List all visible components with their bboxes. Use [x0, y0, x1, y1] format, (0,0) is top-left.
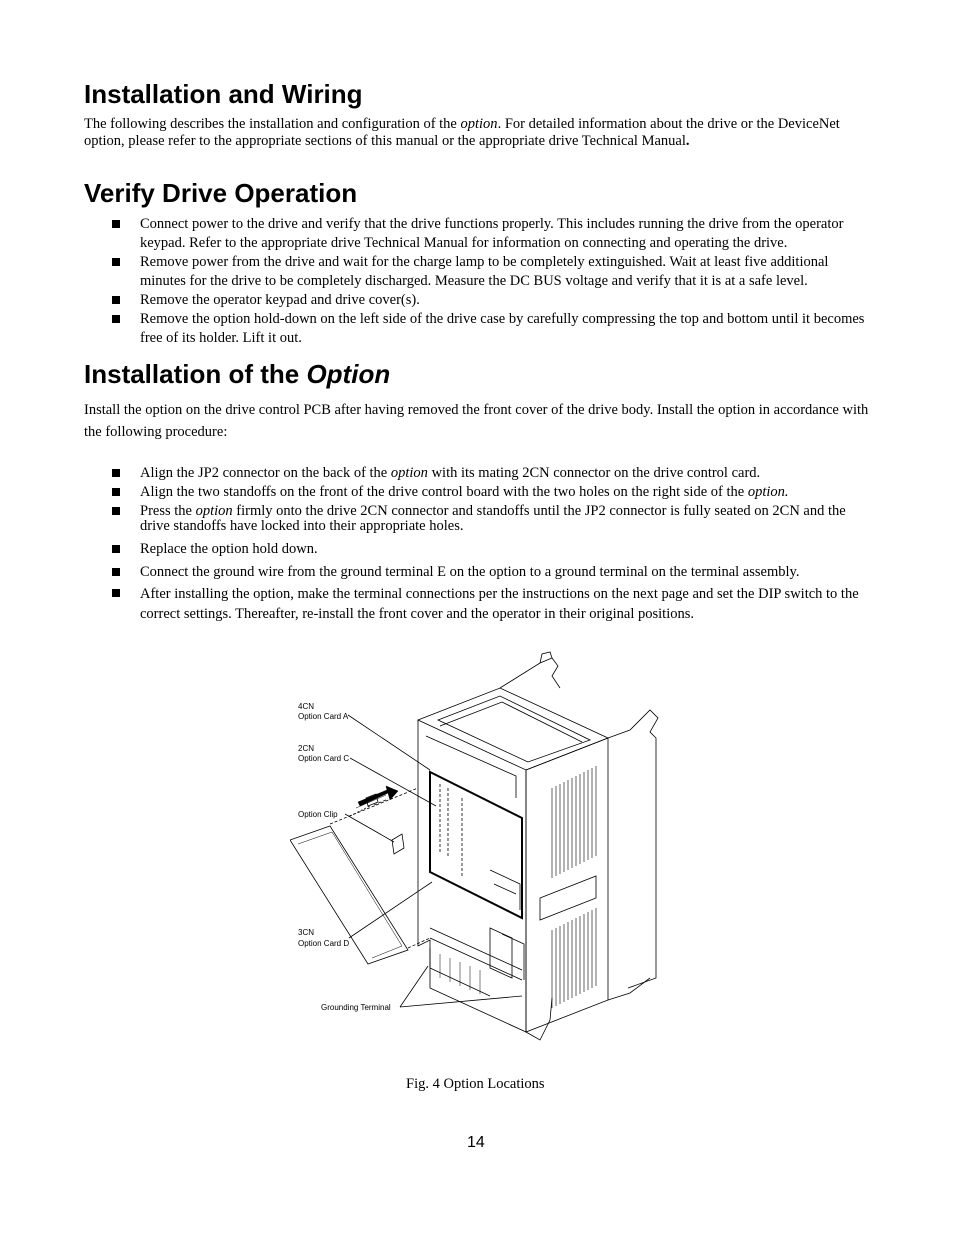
label-4cn: 4CN: [298, 702, 315, 711]
list-item-text: Connect the ground wire from the ground terminal E on the option to a ground terminal on the terminal assembly.: [140, 564, 800, 580]
square-bullet-icon: [112, 258, 120, 266]
list-item: [110, 584, 875, 624]
list-item: [110, 291, 875, 310]
list-item: [110, 563, 875, 582]
intro-text-3: . For detailed information about the drive or the DeviceNet option, please refer to the appropriate sections of this manual or the appropriate drive Technical Manual: [84, 116, 840, 149]
intro-text-1: The following describes the installation and configuration of the: [84, 116, 461, 132]
list-item: [110, 504, 875, 534]
drive-drawing: [290, 648, 670, 1048]
list-item-text: Align the JP2 connector on the back of the: [140, 465, 391, 481]
list-item-text: Remove power from the drive and wait for the charge lamp to be completely extinguished. Wait at least five additional minutes for the drive to be completely discharged. Measure the DC BUS voltage and verify that it is at a safe level.: [140, 254, 829, 289]
heading-verify-drive-operation: Verify Drive Operation: [84, 178, 358, 208]
label-option-card-c: Option Card C: [298, 754, 350, 763]
list-item: [110, 464, 875, 483]
list-item-text: After installing the option, make the terminal connections per the instructions on the next page and set the DIP switch to the correct settings. Thereafter, re-install the front cover and the operator in their original positions.: [140, 586, 859, 622]
label-3cn: 3CN: [298, 928, 315, 937]
figure-caption: Fig. 4 Option Locations: [406, 1076, 545, 1092]
list-item-text: Align the two standoffs on the front of the drive control board with the two holes on the right side of the: [140, 484, 748, 500]
list-item-text: Remove the option hold-down on the left side of the drive case by carefully compressing the top and bottom until it becomes free of its holder. Lift it out.: [140, 311, 865, 346]
verify-steps-list: [110, 215, 875, 348]
list-item: [110, 310, 875, 348]
page-number: 14: [467, 1134, 485, 1151]
option-locations-figure: [290, 648, 670, 1048]
install-option-intro: Install the option on the drive control PCB after having removed the front cover of the drive body. Install the option in accordance with the following procedure:: [84, 402, 869, 440]
list-item-text: with its mating 2CN connector on the drive control card.: [427, 465, 761, 481]
list-item: [110, 540, 875, 559]
list-item-text: Press the: [140, 503, 196, 519]
list-item: [110, 253, 875, 291]
label-option-clip: Option Clip: [298, 810, 338, 819]
list-item-italic: option.: [747, 484, 789, 500]
list-item-italic: option: [195, 503, 233, 519]
heading-plain-part: Installation of the: [84, 359, 307, 389]
heading-italic-part: Option: [306, 359, 391, 389]
install-steps-list: [110, 464, 875, 624]
list-item: [110, 483, 875, 502]
label-grounding-terminal: Grounding Terminal: [321, 1003, 391, 1012]
list-item-text: firmly onto the drive 2CN connector and standoffs until the JP2 connector is fully seated on 2CN and the drive standoffs have locked into their appropriate holes.: [140, 503, 846, 534]
list-item: [110, 215, 875, 253]
square-bullet-icon: [112, 589, 120, 597]
list-item-text: Remove the operator keypad and drive cover(s).: [140, 292, 420, 308]
list-item-text: Connect power to the drive and verify that the drive functions properly. This includes running the drive from the operator keypad. Refer to the appropriate drive Technical Manual for information on connecting and operating the drive.: [140, 216, 844, 251]
square-bullet-icon: [112, 545, 120, 553]
heading-installation-wiring: Installation and Wiring: [84, 79, 363, 109]
heading-installation-of-option: [84, 359, 390, 389]
square-bullet-icon: [112, 220, 120, 228]
list-item-text: Replace the option hold down.: [140, 541, 318, 557]
square-bullet-icon: [112, 568, 120, 576]
label-option-card-a: Option Card A: [298, 712, 349, 721]
square-bullet-icon: [112, 315, 120, 323]
installation-intro-paragraph: [84, 116, 874, 150]
square-bullet-icon: [112, 488, 120, 496]
label-2cn: 2CN: [298, 744, 315, 753]
label-option-card-d: Option Card D: [298, 939, 350, 948]
square-bullet-icon: [112, 469, 120, 477]
list-item-italic: option: [390, 465, 428, 481]
square-bullet-icon: [112, 507, 120, 515]
intro-text-option: option: [460, 116, 498, 132]
intro-text-4: .: [685, 133, 690, 149]
square-bullet-icon: [112, 296, 120, 304]
